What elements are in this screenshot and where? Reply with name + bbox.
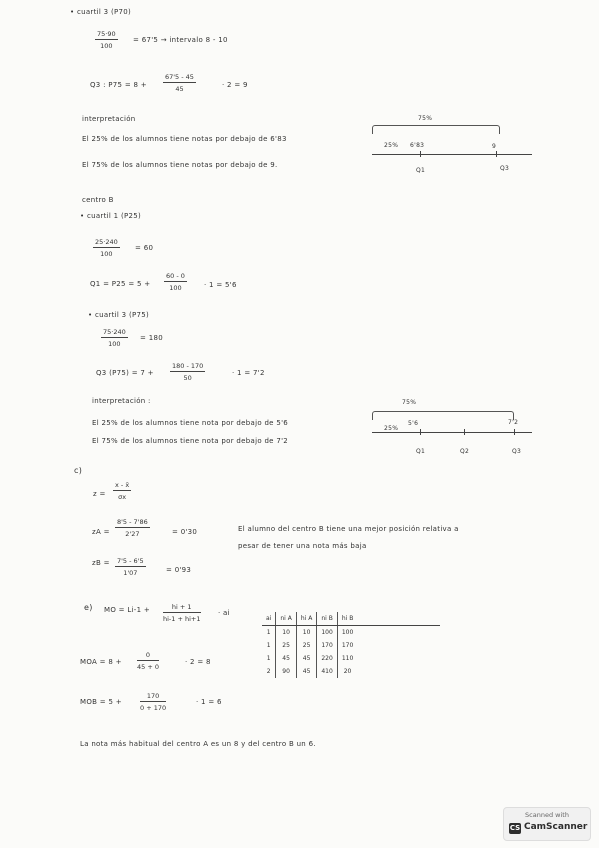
q2-label-b: Q2 — [460, 448, 470, 455]
cell: 45 — [276, 652, 296, 665]
interpretation-a-line2: El 75% de los alumnos tiene notas por debajo de 9. — [82, 161, 278, 169]
zb-fraction: $\frac{7'5 - 6'5}{1'07}$ — [117, 557, 144, 577]
q1-label-a: Q1 — [416, 167, 426, 174]
pct-25-label-b: 25% — [384, 425, 399, 432]
cell: 100 — [317, 626, 338, 640]
bullet-q1-centro-b: • cuartil 1 (P25) — [80, 212, 142, 220]
q3-formula-lhs: Q3 : P75 = 8 + — [90, 81, 147, 89]
part-e-label: e) — [84, 603, 93, 612]
col-hi-b: hi B — [337, 612, 357, 626]
tick-q3-b — [514, 429, 515, 435]
zb-result: = 0'93 — [166, 566, 192, 574]
cell: 10 — [296, 626, 316, 640]
cell: 1 — [266, 655, 271, 662]
col-ni-a: ni A — [276, 612, 296, 626]
q3-label-a: Q3 — [500, 165, 510, 172]
cell: 410 — [317, 665, 338, 678]
q3b-formula-result: · 1 = 7'2 — [232, 369, 265, 377]
moa-fraction: $\frac{0}{45 + 0}$ — [137, 651, 159, 671]
table-row — [262, 652, 357, 665]
mode-formula-rest: · ai — [218, 609, 230, 617]
cell: 2 — [266, 668, 271, 675]
q1-label-b: Q1 — [416, 448, 426, 455]
cell: 170 — [337, 639, 357, 652]
fraction-k-q1: $\frac{25\cdot 240}{100}$ — [95, 238, 118, 258]
value-72-label: 7'2 — [508, 419, 519, 426]
interpretation-b-line2: El 75% de los alumnos tiene nota por debajo de 7'2 — [92, 437, 289, 445]
tick-q1-b — [420, 429, 421, 435]
brace-75-b — [372, 411, 514, 420]
cell: 220 — [317, 652, 338, 665]
zb-lhs: zB = — [92, 559, 110, 567]
cell: 45 — [296, 652, 316, 665]
brace-75-label-b: 75% — [402, 399, 417, 406]
fraction-k-q3-result: = 67'5 → intervalo 8 - 10 — [133, 36, 228, 44]
mob-fraction: $\frac{170}{0 + 170}$ — [140, 692, 167, 712]
tick-q3 — [496, 151, 497, 157]
part-c-conclusion-line1: El alumno del centro B tiene una mejor posición relativa a — [238, 525, 459, 533]
mob-lhs: MOB = 5 + — [80, 698, 122, 706]
q3b-formula-lhs: Q3 (P75) = 7 + — [96, 369, 154, 377]
cell: 25 — [296, 639, 316, 652]
moa-lhs: MOA = 8 + — [80, 658, 122, 666]
axis-line-b — [372, 432, 532, 433]
q1-formula-result: · 1 = 5'6 — [204, 281, 237, 289]
cell: 25 — [276, 639, 296, 652]
camscanner-watermark — [503, 807, 591, 841]
cell: 170 — [317, 639, 338, 652]
value-56-label: 5'6 — [408, 420, 419, 427]
bullet-q3-centro-a: • cuartil 3 (P70) — [70, 8, 132, 16]
frequency-table — [262, 612, 357, 678]
mob-result: · 1 = 6 — [196, 698, 222, 706]
za-fraction: $\frac{8'5 - 7'86}{2'27}$ — [117, 518, 148, 538]
za-lhs: zA = — [92, 528, 110, 536]
moa-result: · 2 = 8 — [185, 658, 211, 666]
cell: 90 — [276, 665, 296, 678]
fraction-k-q3: $\frac{75\cdot 90}{100}$ — [97, 30, 116, 50]
camscanner-logo-icon: CS — [509, 824, 521, 832]
cell: 1 — [266, 629, 271, 636]
cell: 1 — [266, 642, 271, 649]
value-683-label: 6'83 — [410, 142, 425, 149]
q1-formula-fraction: $\frac{60 - 0}{100}$ — [166, 272, 185, 292]
table-row — [262, 626, 357, 640]
table-row — [262, 639, 357, 652]
interpretation-heading-a: interpretación — [82, 115, 136, 123]
tick-q1 — [420, 151, 421, 157]
camscanner-brand-text: CamScanner — [524, 822, 588, 832]
fraction-k-q3-b-result: = 180 — [140, 334, 163, 342]
col-ni-b: ni B — [317, 612, 338, 626]
mode-formula-lhs: MO = Li-1 + — [104, 606, 151, 614]
q3b-formula-fraction: $\frac{180 - 170}{50}$ — [172, 362, 204, 382]
value-9-label: 9 — [492, 143, 497, 150]
fraction-k-q3-b: $\frac{75\cdot 240}{100}$ — [103, 328, 126, 348]
cell: 45 — [296, 665, 316, 678]
q1-formula-lhs: Q1 = P25 = 5 + — [90, 280, 151, 288]
cell: 100 — [337, 626, 357, 640]
mode-formula-fraction: $\frac{hi + 1}{hi-1 + hi+1}$ — [163, 603, 201, 623]
brace-75 — [372, 125, 500, 134]
za-result: = 0'30 — [172, 528, 198, 536]
axis-line-a — [372, 154, 532, 155]
col-ai: ai — [262, 612, 276, 626]
part-e-conclusion: La nota más habitual del centro A es un 8 y del centro B un 6. — [80, 740, 316, 748]
part-c-label: c) — [74, 466, 83, 475]
z-formula-fraction: $\frac{x - x̄}{\sigma x}$ — [115, 481, 130, 501]
cell: 10 — [276, 626, 296, 640]
pct-25-label: 25% — [384, 142, 399, 149]
q3-formula-result: · 2 = 9 — [222, 81, 248, 89]
brace-75-label: 75% — [418, 115, 433, 122]
col-hi-a: hi A — [296, 612, 316, 626]
z-formula-lhs: z = — [93, 490, 106, 498]
table-header-row — [262, 612, 357, 626]
centro-b-heading: centro B — [82, 196, 114, 204]
table-extended-rule — [262, 625, 440, 626]
cell: 20 — [337, 665, 357, 678]
interpretation-a-line1: El 25% de los alumnos tiene notas por debajo de 6'83 — [82, 135, 287, 143]
bullet-q3-centro-b: • cuartil 3 (P75) — [88, 311, 150, 319]
q3-label-b: Q3 — [512, 448, 522, 455]
part-c-conclusion-line2: pesar de tener una nota más baja — [238, 542, 367, 550]
scanned-with-text: Scanned with — [525, 811, 569, 819]
fraction-k-q1-result: = 60 — [135, 244, 154, 252]
interpretation-heading-b: interpretación : — [92, 397, 151, 405]
table-row — [262, 665, 357, 678]
tick-q2-b — [464, 429, 465, 435]
interpretation-b-line1: El 25% de los alumnos tiene nota por debajo de 5'6 — [92, 419, 289, 427]
cell: 110 — [337, 652, 357, 665]
q3-formula-fraction: $\frac{67'5 - 45}{45}$ — [165, 73, 194, 93]
